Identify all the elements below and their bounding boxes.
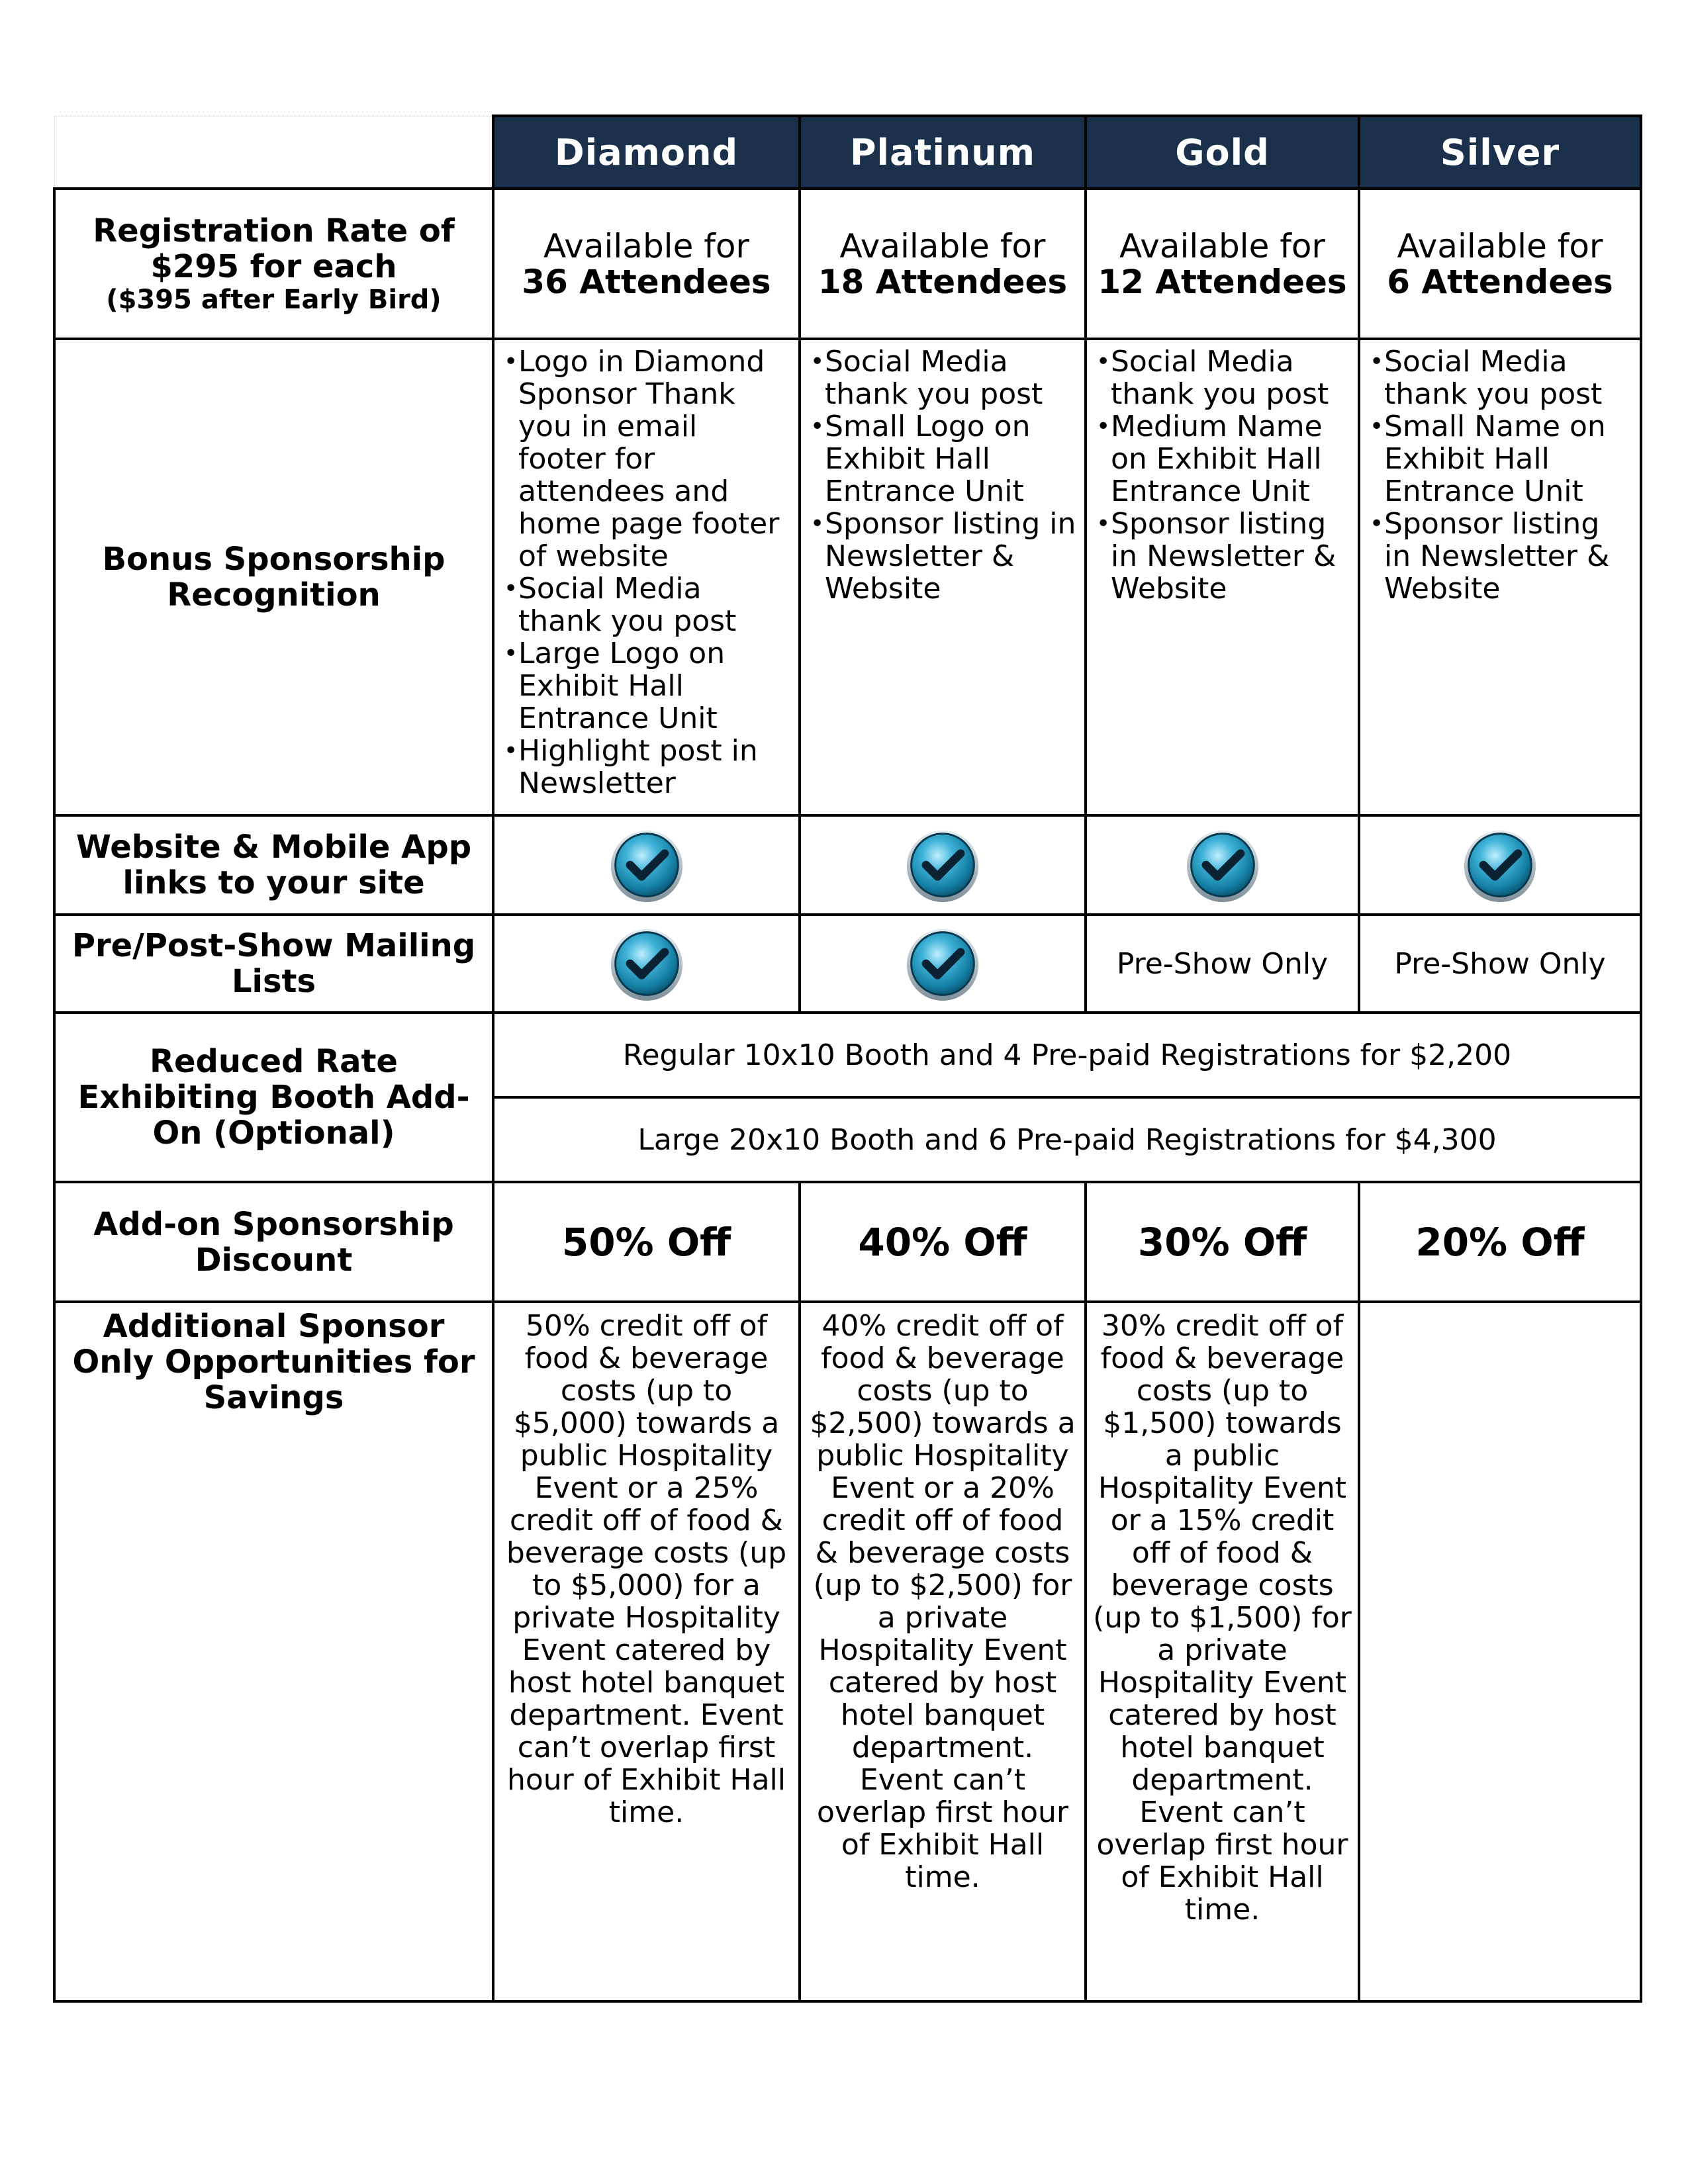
savings-diamond: 50% credit off of food & beverage costs (up to $5,000) towards a public Hospitality Event or a 25% credit off of food & beverage costs (up to $5,000) for a private Hospitality Event catered by host hotel banquet department. Event can’t overlap first hour of Exhibit Hall time.	[493, 1302, 800, 2001]
corner-cell	[54, 116, 493, 189]
sponsorship-table	[53, 114, 1640, 2003]
website-links-gold	[1086, 815, 1359, 915]
tier-gold-header: Gold	[1086, 116, 1359, 189]
attendee-count: 6 Attendees	[1387, 262, 1613, 301]
checkmark-icon	[904, 925, 981, 1002]
attendee-count: 36 Attendees	[522, 262, 771, 301]
booth-row-regular	[54, 1013, 1641, 1097]
savings-gold: 30% credit off of food & beverage costs (up to $1,500) towards a public Hospitality Event or a 15% credit off of food & beverage costs (up to $1,500) for a private Hospitality Event catered by host hotel banquet department. Event can’t overlap first hour of Exhibit Hall time.	[1086, 1302, 1359, 2001]
mailing-lists-label: Pre/Post-Show Mailing Lists	[54, 915, 493, 1013]
checkmark-icon	[1184, 827, 1261, 903]
bonus-row	[54, 339, 1641, 815]
registration-label-line2: $295 for each	[150, 248, 397, 285]
mailing-lists-diamond	[493, 915, 800, 1013]
discount-platinum: 40% Off	[800, 1182, 1086, 1302]
registration-label-line1: Registration Rate of	[93, 212, 455, 250]
bonus-item: • Medium Name on Exhibit Hall Entrance Unit	[1096, 410, 1351, 508]
tier-header-row	[54, 116, 1641, 189]
discount-label: Add-on Sponsorship Discount	[54, 1182, 493, 1302]
registration-silver	[1359, 189, 1641, 339]
availability-prefix: Available for	[1397, 226, 1603, 265]
registration-label-sub: ($395 after Early Bird)	[106, 284, 442, 315]
checkmark-icon	[608, 925, 685, 1002]
bonus-item: • Sponsor listing in Newsletter & Website	[1096, 508, 1351, 605]
website-links-silver	[1359, 815, 1641, 915]
registration-row	[54, 189, 1641, 339]
website-links-row	[54, 815, 1641, 915]
booth-option-regular: Regular 10x10 Booth and 4 Pre-paid Registrations for $2,200	[493, 1013, 1641, 1097]
savings-label: Additional Sponsor Only Opportunities for Savings	[54, 1302, 493, 2001]
savings-silver	[1359, 1302, 1641, 2001]
registration-platinum	[800, 189, 1086, 339]
bonus-item: • Highlight post in Newsletter	[504, 735, 792, 799]
registration-diamond	[493, 189, 800, 339]
bonus-diamond	[493, 339, 800, 815]
website-links-diamond	[493, 815, 800, 915]
bonus-item: • Social Media thank you post	[810, 345, 1078, 410]
checkmark-icon	[608, 827, 685, 903]
attendee-count: 18 Attendees	[818, 262, 1068, 301]
bonus-label: Bonus Sponsorship Recognition	[54, 339, 493, 815]
bonus-item: • Small Name on Exhibit Hall Entrance Unit	[1370, 410, 1633, 508]
discount-diamond: 50% Off	[493, 1182, 800, 1302]
website-links-label: Website & Mobile App links to your site	[54, 815, 493, 915]
mailing-lists-gold: Pre-Show Only	[1086, 915, 1359, 1013]
tier-platinum-header: Platinum	[800, 116, 1086, 189]
bonus-item: • Large Logo on Exhibit Hall Entrance Unit	[504, 637, 792, 735]
bonus-item: • Logo in Diamond Sponsor Thank you in email footer for attendees and home page footer of website	[504, 345, 792, 572]
bonus-gold	[1086, 339, 1359, 815]
booth-option-large: Large 20x10 Booth and 6 Pre-paid Registrations for $4,300	[493, 1097, 1641, 1182]
bonus-platinum	[800, 339, 1086, 815]
booth-label: Reduced Rate Exhibiting Booth Add-On (Optional)	[54, 1013, 493, 1182]
savings-platinum: 40% credit off of food & beverage costs (up to $2,500) towards a public Hospitality Event or a 20% credit off of food & beverage costs (up to $2,500) for a private Hospitality Event catered by host hotel banquet department. Event can’t overlap first hour of Exhibit Hall time.	[800, 1302, 1086, 2001]
availability-prefix: Available for	[1119, 226, 1325, 265]
mailing-lists-platinum	[800, 915, 1086, 1013]
tier-silver-header: Silver	[1359, 116, 1641, 189]
attendee-count: 12 Attendees	[1098, 262, 1347, 301]
tier-diamond-header: Diamond	[493, 116, 800, 189]
discount-gold: 30% Off	[1086, 1182, 1359, 1302]
bonus-item: • Sponsor listing in Newsletter & Website	[1370, 508, 1633, 605]
mailing-lists-silver: Pre-Show Only	[1359, 915, 1641, 1013]
savings-row	[54, 1302, 1641, 2001]
checkmark-icon	[1462, 827, 1538, 903]
availability-prefix: Available for	[839, 226, 1046, 265]
bonus-item: • Small Logo on Exhibit Hall Entrance Unit	[810, 410, 1078, 508]
discount-row	[54, 1182, 1641, 1302]
bonus-item: • Social Media thank you post	[1096, 345, 1351, 410]
website-links-platinum	[800, 815, 1086, 915]
availability-prefix: Available for	[543, 226, 749, 265]
discount-silver: 20% Off	[1359, 1182, 1641, 1302]
registration-label	[54, 189, 493, 339]
bonus-silver	[1359, 339, 1641, 815]
bonus-item: • Sponsor listing in Newsletter & Website	[810, 508, 1078, 605]
bonus-item: • Social Media thank you post	[1370, 345, 1633, 410]
registration-gold	[1086, 189, 1359, 339]
checkmark-icon	[904, 827, 981, 903]
mailing-lists-row	[54, 915, 1641, 1013]
bonus-item: • Social Media thank you post	[504, 572, 792, 637]
